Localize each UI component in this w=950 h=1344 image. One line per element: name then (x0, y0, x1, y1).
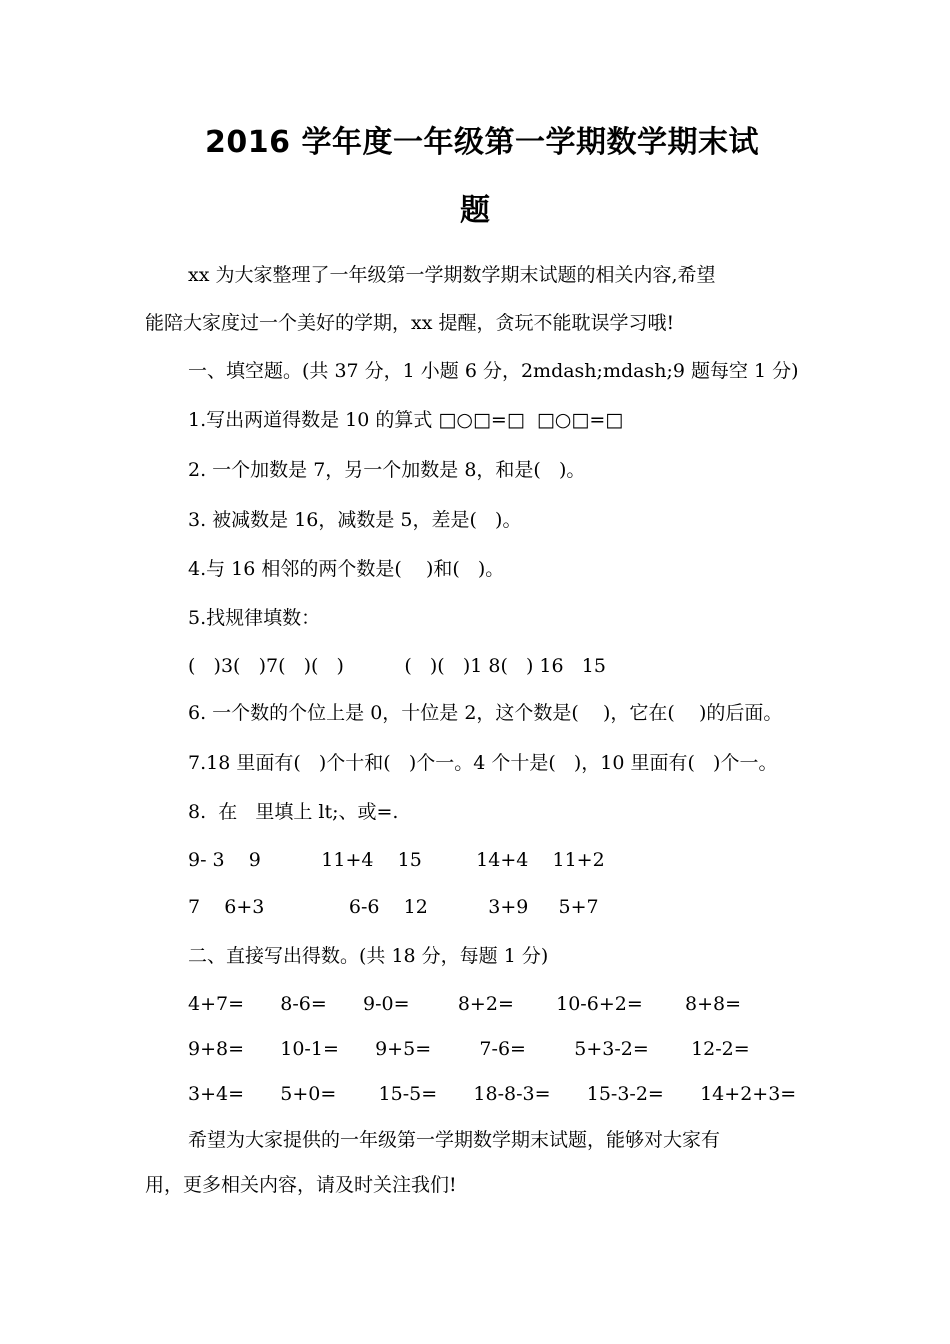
section-2-heading: 二、直接写出得数。(共 18 分，每题 1 分) (188, 945, 549, 967)
intro-paragraph-line-1: xx 为大家整理了一年级第一学期数学期末试题的相关内容,希望 (188, 264, 716, 286)
question-8: 8. 在 里填上 lt;、或=. (188, 801, 399, 823)
arithmetic-row-2: 9+8= 10-1= 9+5= 7-6= 5+3-2= 12-2= (188, 1038, 750, 1060)
intro-paragraph-line-2: 能陪大家度过一个美好的学期，xx 提醒，贪玩不能耽误学习哦! (145, 312, 675, 334)
closing-paragraph-line-1: 希望为大家提供的一年级第一学期数学期末试题，能够对大家有 (188, 1129, 721, 1151)
section-1-heading: 一、填空题。(共 37 分，1 小题 6 分，2mdash;mdash;9 题每空 1 分) (188, 360, 799, 382)
question-5: 5.找规律填数： (188, 607, 321, 629)
question-6: 6. 一个数的个位上是 0，十位是 2，这个数是( )，它在( )的后面。 (188, 702, 783, 724)
question-7: 7.18 里面有( )个十和( )个一。4 个十是( )，10 里面有( )个一。 (188, 752, 778, 774)
question-1: 1.写出两道得数是 10 的算式 □○□=□ □○□=□ (188, 409, 624, 431)
question-5-sequence: ( )3( )7( )( ) ( )( )1 8( ) 16 15 (188, 655, 606, 677)
arithmetic-row-1: 4+7= 8-6= 9-0= 8+2= 10-6+2= 8+8= (188, 993, 742, 1015)
closing-paragraph-line-2: 用，更多相关内容，请及时关注我们! (145, 1174, 457, 1196)
question-3: 3. 被减数是 16，减数是 5，差是( )。 (188, 509, 522, 531)
question-4: 4.与 16 相邻的两个数是( )和( )。 (188, 558, 505, 580)
question-2: 2. 一个加数是 7，另一个加数是 8，和是( )。 (188, 459, 586, 481)
document-title-line-2: 题 (460, 193, 490, 228)
document-title-line-1: 2016 学年度一年级第一学期数学期末试 (205, 125, 759, 160)
question-8-row-2: 7 6+3 6-6 12 3+9 5+7 (188, 896, 599, 918)
arithmetic-row-3: 3+4= 5+0= 15-5= 18-8-3= 15-3-2= 14+2+3= (188, 1083, 797, 1105)
question-8-row-1: 9- 3 9 11+4 15 14+4 11+2 (188, 849, 605, 871)
